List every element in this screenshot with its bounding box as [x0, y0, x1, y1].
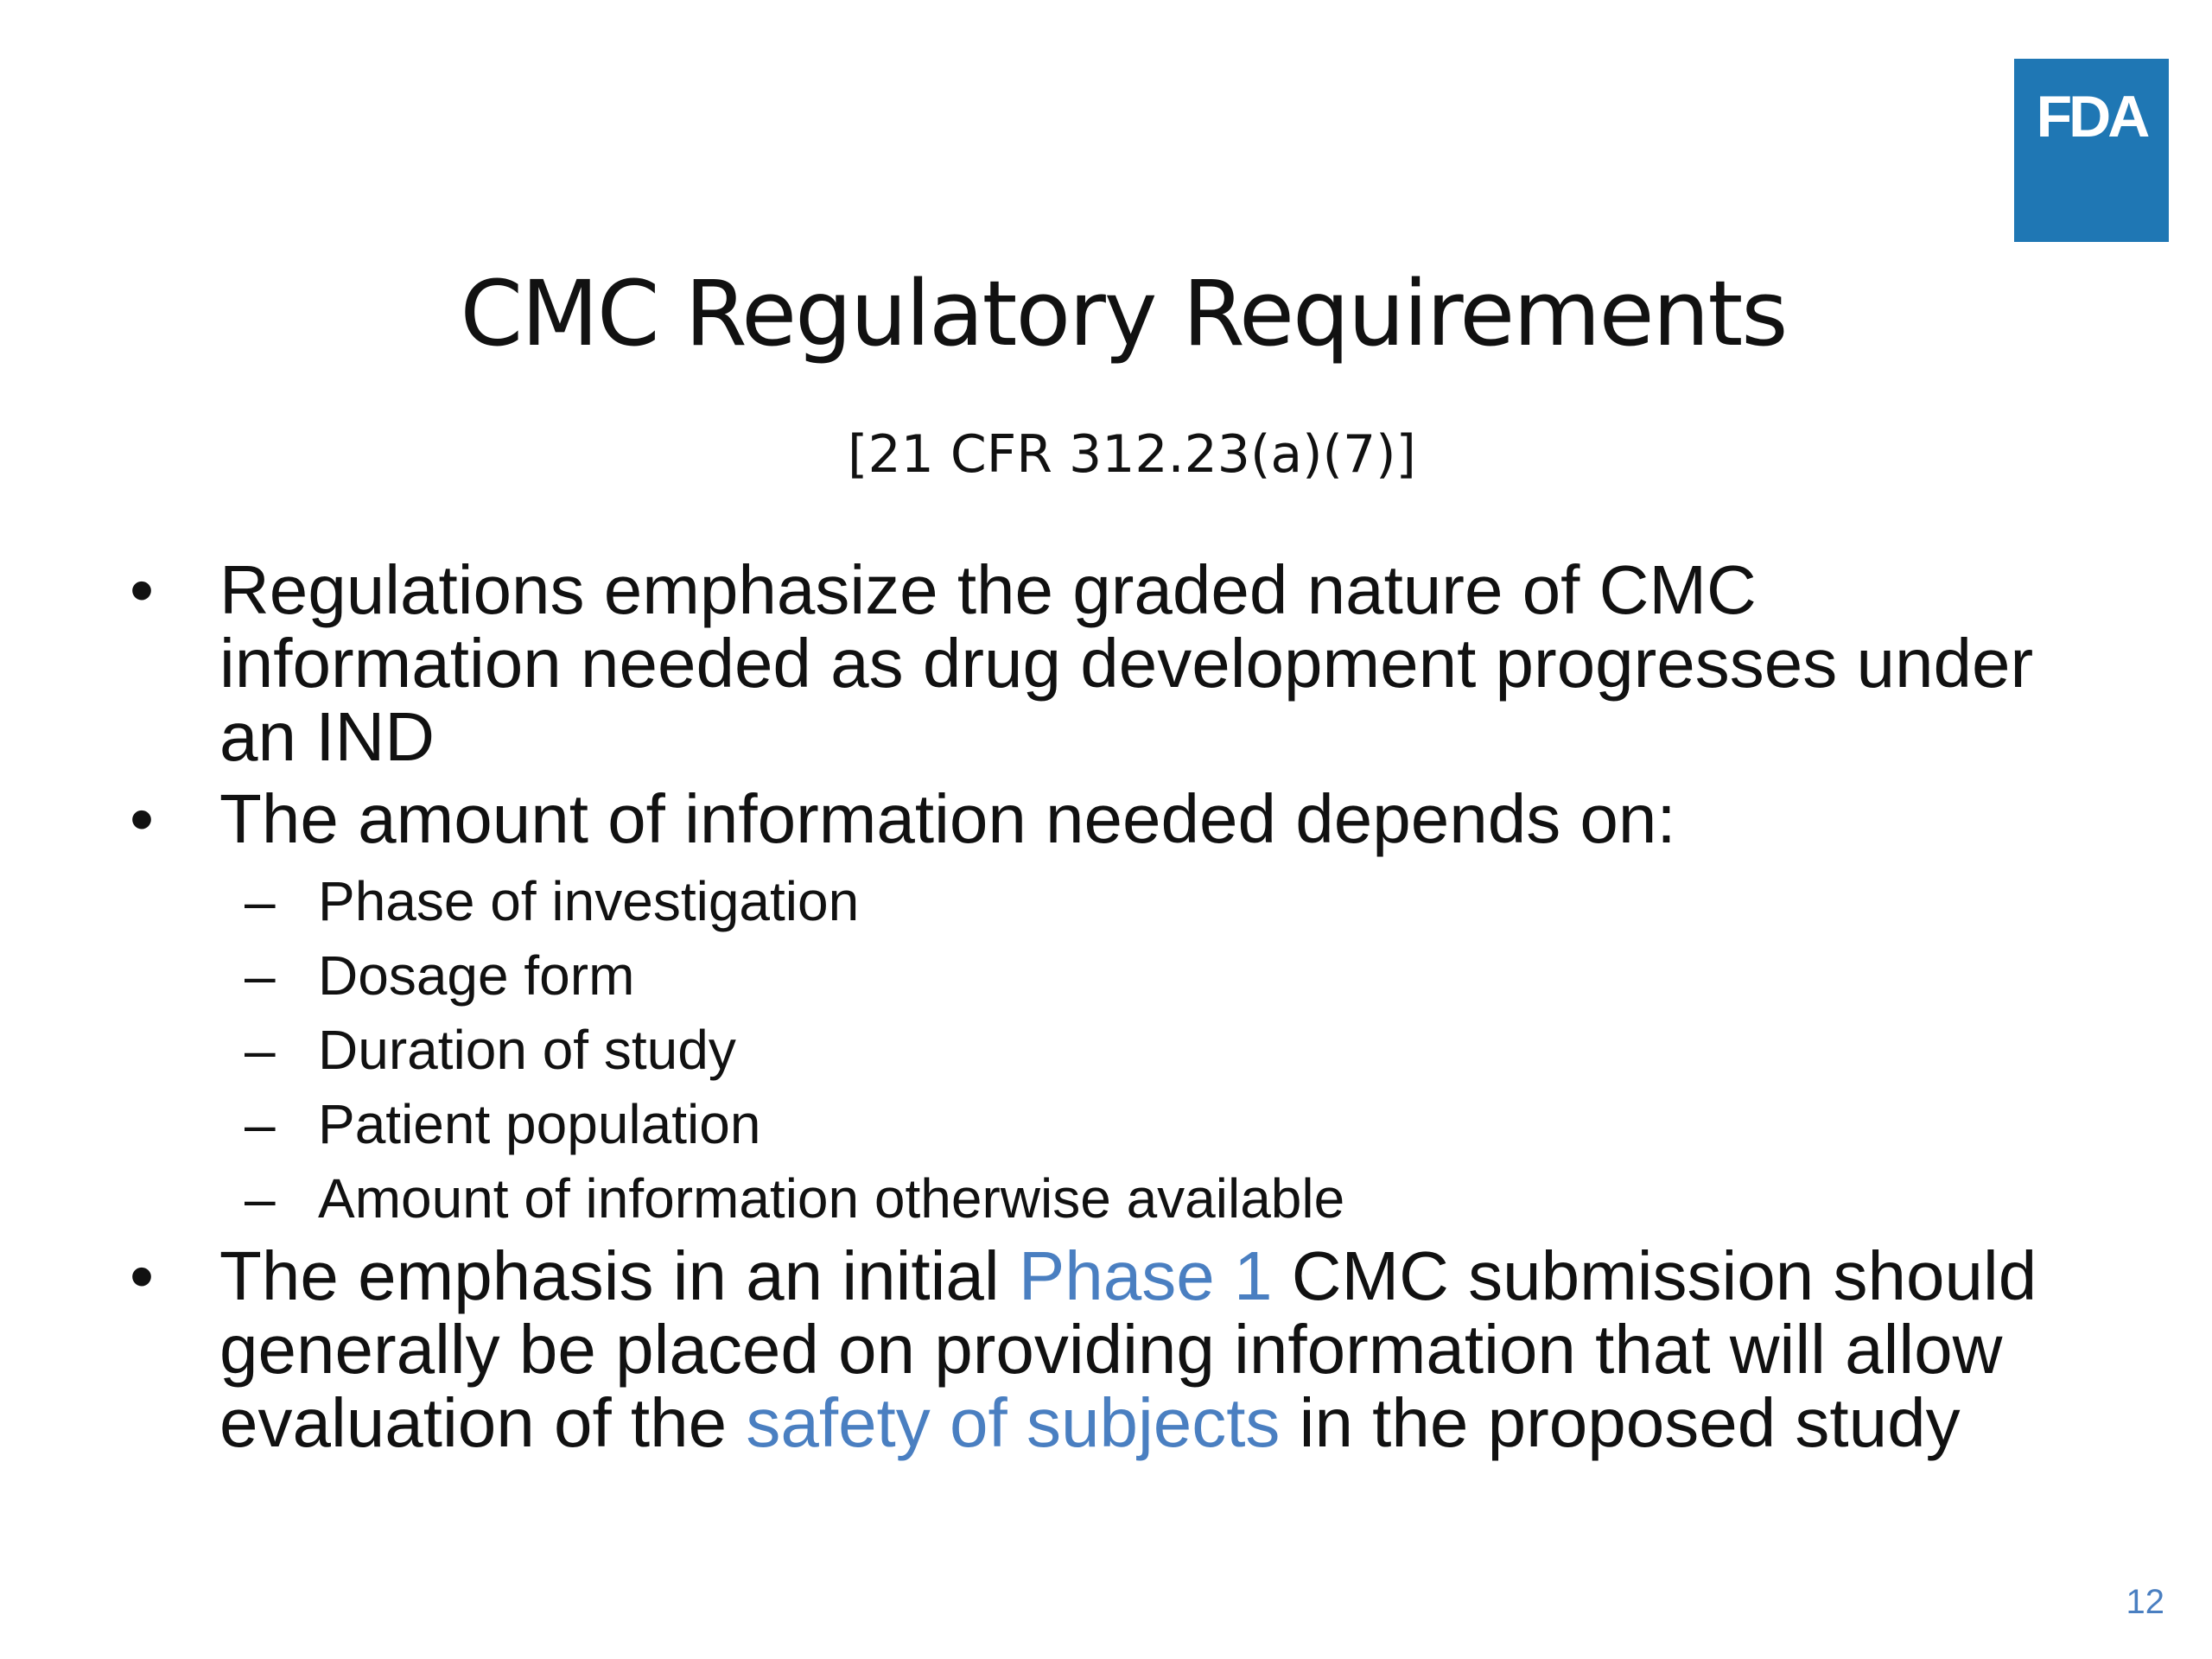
- fda-logo: [2014, 59, 2169, 242]
- sub-bullet-text: Patient population: [318, 1093, 761, 1155]
- sub-bullet-item: [130, 864, 2117, 938]
- bullet-text-part: The emphasis in an initial: [219, 1237, 1019, 1314]
- bullet-item: [130, 1239, 2117, 1459]
- bullet-icon: •: [130, 1237, 155, 1314]
- bullet-text: The amount of information needed depends on:: [219, 780, 1676, 857]
- bullet-item: [130, 553, 2117, 773]
- sub-bullet-text: Phase of investigation: [318, 870, 860, 932]
- sub-bullet-text: Duration of study: [318, 1019, 736, 1081]
- dash-icon: –: [245, 1019, 276, 1081]
- sub-bullet-text: Amount of information otherwise available: [318, 1167, 1345, 1230]
- sub-bullet-list: [130, 864, 2117, 1236]
- dash-icon: –: [245, 1093, 276, 1155]
- fda-logo-text: FDA: [2036, 84, 2147, 149]
- dash-icon: –: [245, 1167, 276, 1230]
- bullet-text-part: in the proposed study: [1280, 1384, 1961, 1461]
- bullet-text-part: CMC submission should generally be placed on providing information that will allow evaluation of the: [219, 1237, 2037, 1461]
- slide-title: CMC Regulatory Requirements: [460, 261, 1787, 366]
- highlight-safety-of-subjects: safety of subjects: [746, 1384, 1281, 1461]
- sub-bullet-item: [130, 1013, 2117, 1087]
- sub-bullet-item: [130, 938, 2117, 1013]
- bullet-text: Regulations emphasize the graded nature of CMC information needed as drug development progresses under an IND: [219, 551, 2034, 775]
- sub-bullet-item: [130, 1161, 2117, 1236]
- bullet-item: [130, 782, 2117, 855]
- sub-bullet-text: Dosage form: [318, 944, 635, 1007]
- dash-icon: –: [245, 944, 276, 1007]
- slide-subtitle: [21 CFR 312.23(a)(7)]: [848, 424, 1416, 485]
- page-number: 12: [2126, 1583, 2164, 1621]
- dash-icon: –: [245, 870, 276, 932]
- sub-bullet-item: [130, 1087, 2117, 1161]
- slide-content: [130, 553, 2117, 1468]
- highlight-phase-1: Phase 1: [1018, 1237, 1273, 1314]
- bullet-icon: •: [130, 780, 155, 857]
- bullet-icon: •: [130, 551, 155, 628]
